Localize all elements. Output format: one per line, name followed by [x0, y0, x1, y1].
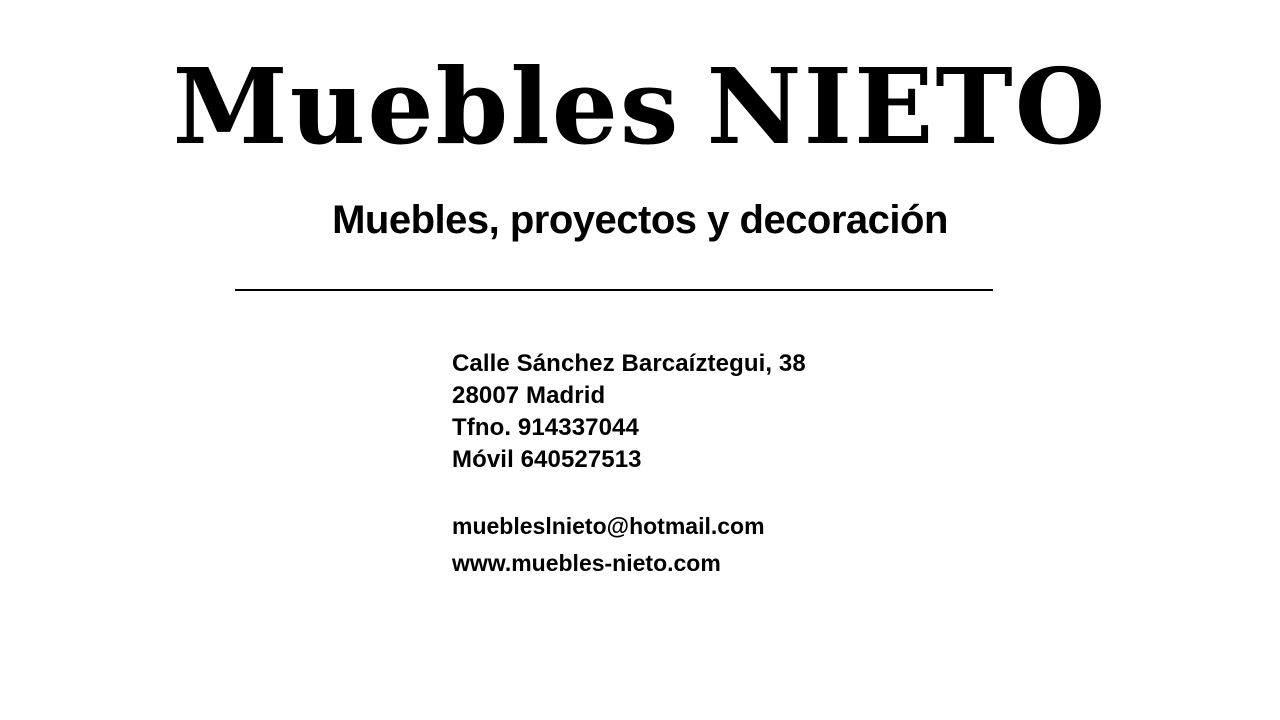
brand-name-secondary: NIETO [706, 45, 1108, 168]
address-line-phone: Tfno. 914337044 [452, 414, 639, 441]
website-url[interactable]: www.muebles-nieto.com [452, 550, 721, 576]
address-lines [452, 348, 1092, 476]
brand-name-primary: Muebles [172, 45, 681, 168]
horizontal-rule [235, 289, 993, 291]
address-line-street: Calle Sánchez Barcaíztegui, 38 [452, 350, 806, 377]
page-title [0, 45, 1280, 168]
address-line-mobile: Móvil 640527513 [452, 446, 642, 473]
email-address[interactable]: muebleslnieto@hotmail.com [452, 513, 765, 539]
address-line-city: 28007 Madrid [452, 382, 606, 409]
brand-tagline: Muebles, proyectos y decoración [332, 198, 948, 242]
web-contact-lines [452, 508, 1092, 582]
contact-block [452, 348, 1092, 582]
